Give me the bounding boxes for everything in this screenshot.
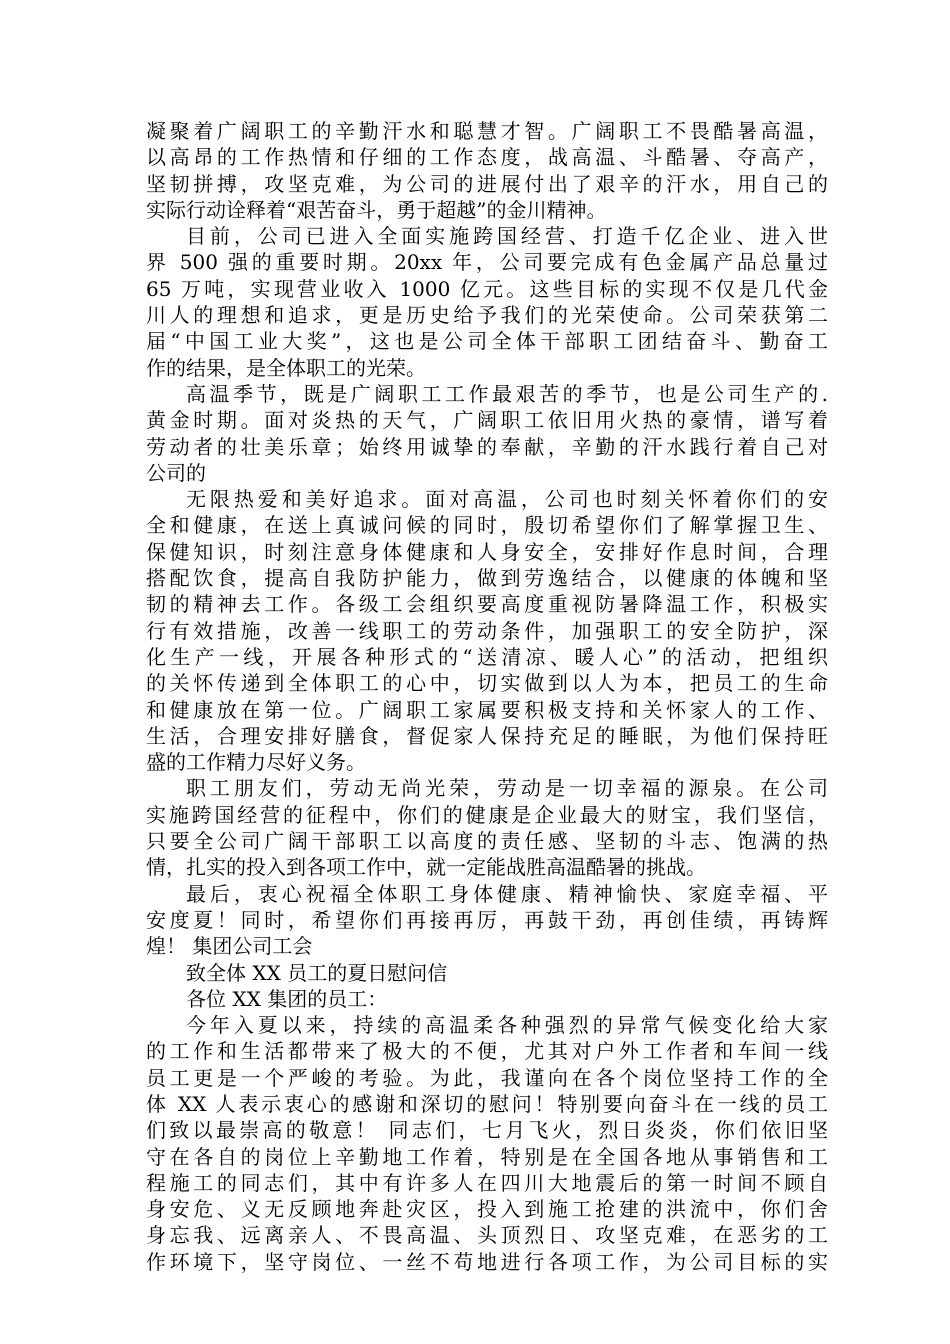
text-line: 各位 XX 集团的员工： [186,986,388,1011]
text-line: 目前，公司已进入全面实施跨国经营、打造千亿企业、进入世 [186,224,828,249]
text-line: 坚韧拼搏，攻坚克难，为公司的进展付出了艰辛的汗水，用自己的 [146,171,828,196]
text-line: 煌！ 集团公司工会 [146,934,313,959]
text-line: 凝聚着广阔职工的辛勤汗水和聪慧才智。广阔职工不畏酷暑高温， [146,119,828,143]
document-body [146,118,828,1275]
text-line: 川人的理想和追求，更是历史给予我们的光荣使命。公司荣获第二 [146,303,828,328]
text-line: 保健知识，时刻注意身体健康和人身安全，安排好作息时间，合理 [146,539,828,564]
text-line: 程施工的同志们，其中有许多人在四川大地震后的第一时间不顾自 [146,1170,828,1195]
text-line: 化生产一线，开展各种形式的“送清凉、暖人心”的活动，把组织 [146,644,828,669]
text-line: 致全体 XX 员工的夏日慰问信 [186,960,448,985]
text-line: 以高昂的工作热情和仔细的工作态度，战高温、斗酷暑、夺高产， [146,145,828,170]
text-line: 的关怀传递到全体职工的心中，切实做到以人为本，把员工的生命 [146,671,828,696]
text-line: 体 XX 人表示衷心的感谢和深切的慰问！特别要向奋斗在一线的员工 [146,1091,828,1116]
text-line: 65 万吨，实现营业收入 1000 亿元。这些目标的实现不仅是几代金 [146,276,828,301]
text-line: 员工更是一个严峻的考验。为此，我谨向在各个岗位坚持工作的全 [146,1065,828,1090]
text-line: 身忘我、远离亲人、不畏高温、头顶烈日、攻坚克难，在恶劣的工 [146,1223,828,1248]
text-line: 界 500 强的重要时期。20xx 年，公司要完成有色金属产品总量过 [146,250,828,275]
text-line: 职工朋友们，劳动无尚光荣，劳动是一切幸福的源泉。在公司 [186,776,828,801]
text-line: 和健康放在第一位。广阔职工家属要积极支持和关怀家人的工作、 [146,697,828,722]
text-line: 搭配饮食，提高自我防护能力，做到劳逸结合，以健康的体魄和坚 [146,566,828,591]
text-line: 只要全公司广阔干部职工以高度的责任感、坚韧的斗志、饱满的热 [146,829,828,854]
text-line: 全和健康，在送上真诚问候的同时，殷切希望你们了解掌握卫生、 [146,513,828,538]
text-line: 实际行动诠释着“艰苦奋斗，勇于超越”的金川精神。 [146,197,607,222]
text-line: 黄金时期。面对炎热的天气，广阔职工依旧用火热的豪情，谱写着 [146,408,828,433]
text-line: 作环境下，坚守岗位、一丝不苟地进行各项工作，为公司目标的实 [146,1249,828,1274]
text-line: 们致以最崇高的敬意！ 同志们，七月飞火，烈日炎炎，你们依旧坚 [146,1118,828,1143]
text-line: 身安危、义无反顾地奔赴灾区，投入到施工抢建的洪流中，你们舍 [146,1197,828,1222]
text-line: 劳动者的壮美乐章；始终用诚挚的奉献，辛勤的汗水践行着自己对 [146,434,828,459]
text-line: 公司的 [146,460,206,485]
text-line: 安度夏！同时，希望你们再接再厉，再鼓干劲，再创佳绩，再铸辉 [146,907,828,932]
text-line: 实施跨国经营的征程中，你们的健康是企业最大的财宝，我们坚信， [146,802,828,827]
text-line: 行有效措施，改善一线职工的劳动条件，加强职工的安全防护，深 [146,618,828,643]
text-line: 最后，衷心祝福全体职工身体健康、精神愉快、家庭幸福、平 [186,881,828,906]
text-line: 届“中国工业大奖”，这也是公司全体干部职工团结奋斗、勤奋工 [146,329,828,354]
text-line: 的工作和生活都带来了极大的不便，尤其对户外工作者和车间一线 [146,1039,828,1064]
text-line: 今年入夏以来，持续的高温柔各种强烈的异常气候变化给大家 [186,1013,828,1038]
text-line: 生活，合理安排好膳食，督促家人保持充足的睡眠，为他们保持旺 [146,723,828,748]
text-line: 盛的工作精力尽好义务。 [146,750,366,775]
text-line: 高温季节，既是广阔职工工作最艰苦的季节，也是公司生产的. [186,381,828,406]
text-line: 情，扎实的投入到各项工作中，就一定能战胜高温酷暑的挑战。 [146,855,706,880]
text-line: 无限热爱和美好追求。面对高温，公司也时刻关怀着你们的安 [186,487,828,512]
text-line: 守在各自的岗位上辛勤地工作着，特别是在全国各地从事销售和工 [146,1144,828,1169]
text-line: 韧的精神去工作。各级工会组织要高度重视防暑降温工作，积极实 [146,592,828,617]
text-line: 作的结果，是全体职工的光荣。 [146,355,426,380]
